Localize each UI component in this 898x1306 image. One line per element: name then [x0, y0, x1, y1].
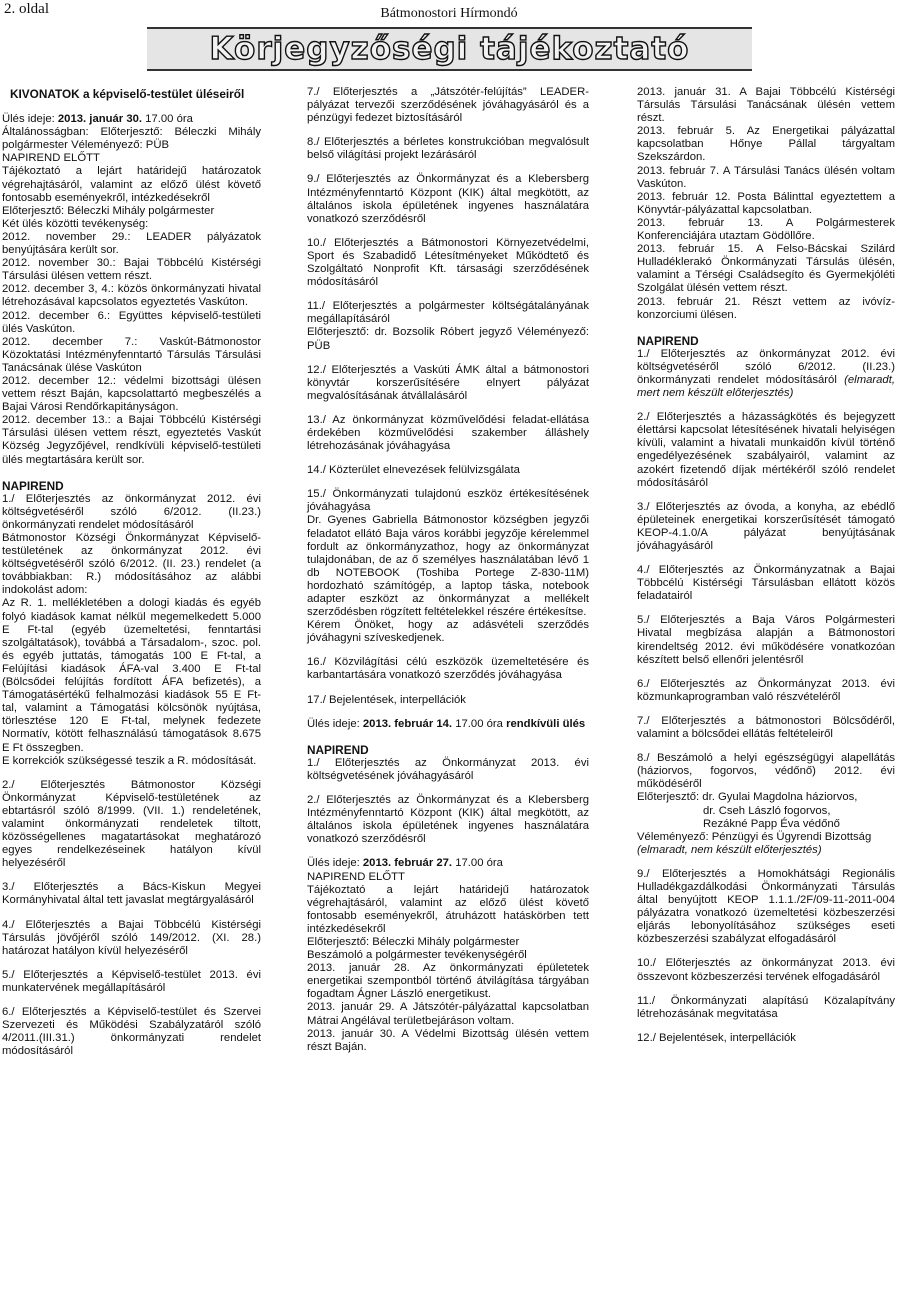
paragraph: Beszámoló a polgármester tevékenységéről: [307, 949, 527, 962]
agenda-item: 2./ Előterjesztés Bátmonostor Községi Önkormányzat Képviselő-testületének az ebtartásról szóló 8/1999. (VII. 1.) rendeletének, valamint önkormányzati rendeletek tiltott, közösségellenes magatartásokat meghatározó egyes rendelkezéseinek hatályon kívül helyezéséről: [2, 778, 261, 870]
agenda-item: 7./ Előterjesztés a „Játszótér-felújítás” LEADER-pályázat tervezői szerződésének jóváhagyásáról és a pénzügyi fedezet biztosításáról: [307, 86, 589, 125]
presenter-line: Rezákné Papp Éva védőnő: [703, 817, 840, 830]
agenda-item: 12./ Bejelentések, interpellációk: [637, 1031, 796, 1044]
agenda-item-text: 1./ Előterjesztés az önkormányzat 2012. évi költségvetéséről szóló 6/2012. (II.23.) önkormányzati rendelet módosításáról: [637, 347, 895, 386]
paragraph: Bátmonostor Községi Önkormányzat Képviselő-testületének az önkormányzat 2012. évi költségvetéséről szóló 6/2012. (II. 23.) rendelet (a továbbiakban: R.) módosításához az alábbi indokolást adom:: [2, 532, 261, 597]
agenda-item: 3./ Előterjesztés az óvoda, a konyha, az ebédlő épületeinek energetikai korszerűsítését támogató KEOP-4.1.0/A pályázat benyújtásának jóváhagyásáról: [637, 500, 895, 552]
presenter-line: dr. Cseh László fogorvos,: [703, 804, 831, 817]
paragraph: Általánosságban: Előterjesztő: Béleczki Mihály polgármester Véleményező: PÜB: [2, 126, 261, 152]
paragraph: Kérem Önöket, hogy az adásvételi szerződés jóváhagyni szíveskedjenek.: [307, 619, 589, 645]
agenda-item: 3./ Előterjesztés a Bács-Kiskun Megyei Kormányhivatal által tett javaslat megtárgyalásáról: [2, 881, 261, 907]
paragraph: 2013. február 12. Posta Bálinttal egyeztettem a Könyvtár-pályázattal kapcsolatban.: [637, 190, 895, 216]
paragraph: 2013. február 7. A Társulási Tanács ülésén voltam Vaskúton.: [637, 164, 895, 190]
paragraph: 2012. december 6.: Együttes képviselő-testületi ülés Vaskúton.: [2, 309, 261, 335]
paragraph: 2012. december 12.: védelmi bizottsági ülésen vettem részt Baján, kapcsolattartó megbeszélés a Bajai Városi Rendőrkapitányságon.: [2, 374, 261, 414]
session-time: 17.00 óra: [452, 717, 507, 730]
agenda-item: 15./ Önkormányzati tulajdonú eszköz értékesítésének jóváhagyása: [307, 488, 589, 514]
agenda-item: 10./ Előterjesztés az önkormányzat 2013. évi összevont közbeszerzési tervének elfogadásáról: [637, 957, 895, 983]
agenda-item: 4./ Előterjesztés az Önkormányzatnak a Bajai Többcélú Kistérségi Társulásban ellátott közös feladatairól: [637, 564, 895, 603]
session-date: 2013. február 27.: [362, 857, 453, 870]
paragraph: 2012. december 13.: a Bajai Többcélú Kistérségi Társulási ülésen vettem részt, egyeztetés Vaskút Község Jegyzőjével, rendkívüli képviselő-testületi ülés megtartására került sor.: [2, 414, 261, 466]
paragraph: 2012. november 30.: Bajai Többcélú Kistérségi Társulási ülésen vettem részt.: [2, 257, 261, 283]
session-date: 2013. február 14.: [362, 717, 453, 730]
paragraph: 2013. január 29. A Játszótér-pályázattal kapcsolatban Mátrai Angélával területbejáráson voltam.: [307, 1001, 589, 1027]
session-type: rendkívüli ülés: [506, 717, 586, 730]
paragraph: Előterjesztő: Béleczki Mihály polgármester: [2, 204, 215, 217]
paragraph: 2013. január 28. Az önkormányzati épületetek energetikai szempontból történő átvilágítása tárgyában fogadtam Ágner László energetikust.: [307, 962, 589, 1001]
agenda-item: 4./ Előterjesztés a Bajai Többcélú Kistérségi Társulás jövőjéről szóló 149/2012. (XI. 28.) határozat hatályon kívül helyezéséről: [2, 918, 261, 957]
agenda-item: 6./ Előterjesztés a Képviselő-testület és Szervei Szervezeti és Működési Szabályzatáról szóló 4/2011.(III.31.) önkormányzati rendelet módosításáról: [2, 1006, 261, 1058]
agenda-item: 9./ Előterjesztés a Homokhátsági Regionális Hulladékgazdálkodási Önkormányzati Társulás által benyújtott KEOP 1.1.1./2F/09-11-2011-004 pályázatra vonatkozó üzemeltetési közbeszerzési eljárás lebonyolításához szükséges eseti közbeszerzési szabályzat elfogadásáról: [637, 867, 895, 946]
agenda-item: 11./ Előterjesztés a polgármester költségátalányának megállapításáról: [307, 300, 589, 326]
agenda-item: [637, 348, 895, 400]
paragraph: Az R. 1. mellékletében a dologi kiadás és egyéb folyó kiadások kamat nélkül megemelkedett 5.000 E Ft-tal (egyéb üzemeltetési, fenntartási szolgáltatások), továbbá a Társadalom-, szoc. pol. és egyéb juttatás, támogatás 100 E Ft-tal, a Felújítási kiadások ÁFA-val 3.400 E Ft-tal (Bölcsődei felújítás fordított ÁFA befizetés), a Támogatásértékű felhalmozási kiadások 55 E Ft-tal, valamint a Támogatási kölcsönök nyújtása, törlesztése 120 E Ft-tal, melynek fedezete Normatív, kötött felhasználású támogatások 8.675 E Ft összegben.: [2, 597, 261, 754]
paragraph: Tájékoztató a lejárt határidejű határozatok végrehajtásáról, valamint az előző ülést követő fontosabb eseményekről, átruházott hatáskörben tett intézkedésekről: [307, 883, 589, 935]
session-date: 2013. január 30.: [57, 113, 143, 126]
paragraph: 2013. február 5. Az Energetikai pályázattal kapcsolatban Hőnye Pállal tárgyaltam Szekszárdon.: [637, 125, 895, 164]
paragraph: 2013. január 30. A Védelmi Bizottság ülésén vettem részt Baján.: [307, 1027, 589, 1053]
agenda-item: 9./ Előterjesztés az Önkormányzat és a Klebersberg Intézményfenntartó Központ (KIK) által megkötött, az általános iskola épületének ingyenes használatára vonatkozó szerződésről: [307, 173, 589, 225]
session-date-line: [307, 857, 589, 870]
session-date-line: [307, 718, 589, 731]
agenda-item: 2./ Előterjesztés az Önkormányzat és a Klebersberg Intézményfenntartó Központ (KIK) által megkötött, az általános iskola épületének ingyenes használatára vonatkozó szerződésről: [307, 794, 589, 846]
page-number: 2. oldal: [4, 1, 49, 17]
presenter-line: Előterjesztő: dr. Bozsolik Róbert jegyző Véleményező: PÜB: [307, 326, 589, 352]
paragraph: 2013. február 13. A Polgármesterek Konferenciájára utaztam Gödöllőre.: [637, 216, 895, 243]
agenda-heading: NAPIREND: [307, 742, 369, 757]
paragraph: 2012. december 7.: Vaskút-Bátmonostor Közoktatási Intézményfenntartó Társulás Társulási Tanácsának ülése Vaskúton: [2, 335, 261, 374]
paragraph: NAPIREND ELŐTT: [307, 870, 405, 883]
paragraph: Két ülés közötti tevékenység:: [2, 217, 149, 230]
section-banner: [147, 27, 752, 71]
paragraph: 2013. február 21. Részt vettem az ivóvíz-konzorciumi ülésen.: [637, 295, 895, 321]
agenda-item: 16./ Közvilágítási célú eszközök üzemeltetésére és karbantartására vonatkozó szerződés jóváhagyása: [307, 656, 589, 682]
journal-name: Bátmonostori Hírmondó: [380, 6, 518, 21]
paragraph: 2013. február 15. A Felso-Bácskai Szilárd Hulladéklerakó Önkormányzati Társulás ülésén, valamint a Térségi Családsegíto és Gyermekjóléti Szolgálat ülésén vettem részt.: [637, 243, 895, 295]
session-label: Ülés ideje:: [2, 113, 58, 126]
paragraph: 2012. november 29.: LEADER pályázatok benyújtására került sor.: [2, 230, 261, 257]
agenda-item: 8./ Beszámoló a helyi egészségügyi alapellátás (háziorvos, fogorvos, védőnő) 2012. évi működéséről: [637, 752, 895, 791]
paragraph: Tájékoztató a lejárt határidejű határozatok végrehajtásáról, valamint az előző ülést követő fontosabb eseményekről, intézkedésekről: [2, 165, 261, 204]
reviewer-line: Véleményező: Pénzügyi és Ügyrendi Bizottság: [637, 830, 872, 843]
paragraph: NAPIREND ELŐTT: [2, 152, 100, 165]
agenda-item-note-text: (elmaradt, nem készült előterjesztés): [637, 843, 822, 856]
agenda-item: 5./ Előterjesztés a Képviselő-testület 2013. évi munkatervének megállapításáról: [2, 968, 261, 994]
agenda-item: 10./ Előterjesztés a Bátmonostori Környezetvédelmi, Sport és Szabadidő Létesítményeket Működtető és Szolgáltató Nonprofit Kft. társasági szerződésének módosításáról: [307, 236, 589, 289]
column-3: [637, 86, 895, 1045]
agenda-item: 1./ Előterjesztés az Önkormányzat 2013. évi költségvetésének jóváhagyásáról: [307, 756, 589, 782]
agenda-item: 17./ Bejelentések, interpellációk: [307, 693, 466, 706]
agenda-item: 7./ Előterjesztés a bátmonostori Bölcsődéről, valamint a bölcsődei ellátás feltételeiről: [637, 714, 895, 741]
session-label: Ülés ideje:: [307, 857, 363, 870]
agenda-item-note: (elmaradt, mert nem készült előterjesztés): [637, 373, 895, 400]
paragraph: 1./ Előterjesztés az önkormányzat 2012. évi költségvetéséről szóló 6/2012. (II.23.) önkormányzati rendelet módosításáról: [2, 492, 261, 531]
article-title: KIVONATOK a képviselő-testület üléseiről: [10, 87, 245, 101]
agenda-heading: NAPIREND: [637, 333, 699, 348]
agenda-item: 14./ Közterület elnevezések felülvizsgálata: [307, 464, 520, 477]
banner-title: Körjegyzőségi tájékoztató: [209, 31, 690, 67]
session-time: 17.00 óra: [452, 857, 503, 870]
column-2: [307, 86, 589, 1054]
agenda-item-note: [637, 844, 895, 857]
agenda-item: 13./ Az önkormányzat közművelődési feladat-ellátása érdekében közművelődési szakember álláshely létrehozásának jóváhagyása: [307, 413, 589, 453]
session-date-line: [2, 113, 261, 126]
column-1: [2, 86, 261, 1058]
paragraph: 2012. december 3, 4.: közös önkormányzati hivatal létrehozásával kapcsolatos egyeztetés Vaskúton.: [2, 283, 261, 309]
paragraph: Előterjesztő: Béleczki Mihály polgármester: [307, 935, 520, 948]
paragraph: E korrekciók szükségessé teszik a R. módosítását.: [2, 754, 257, 767]
session-label: Ülés ideje:: [307, 717, 363, 730]
agenda-item: 2./ Előterjesztés a házasságkötés és bejegyzett élettársi kapcsolat létesítésének hivatali helyiségen kívüli, valamint a hivatali munkaidőn kívül történő engedélyezésének szabályairól, valamint az azokért fizetendő díjak mértékéről szóló rendelet módosításáról: [637, 411, 895, 489]
paragraph: 2013. január 31. A Bajai Többcélú Kistérségi Társulás Társulási Tanácsának ülésén vettem részt.: [637, 86, 895, 125]
agenda-item: 6./ Előterjesztés az Önkormányzat 2013. évi közmunkaprogramban való részvételéről: [637, 677, 895, 703]
session-time: 17.00 óra: [142, 113, 193, 126]
agenda-item: 8./ Előterjesztés a bérletes konstrukcióban megvalósult belső világítási projekt lezárásáról: [307, 136, 589, 162]
agenda-item: 11./ Önkormányzati alapítású Közalapítvány létrehozásának megvitatása: [637, 994, 895, 1020]
presenter-line: Előterjesztő: dr. Gyulai Magdolna háziorvos,: [637, 791, 858, 804]
paragraph: Dr. Gyenes Gabriella Bátmonostor községben jegyzői feladatot ellátó Baja város korábbi jegyzője kérelemmel fordult az önkormányzathoz, hogy az önkormányzat tulajdonában, de az ő személyes használatában lévő 1 db NOTEBOOK (Toshiba Portege Z-830-11M) hordozható számítógép, a laptop táska, notebook adapter eszközt az önkormányzat a mellékelt szerződésben rögzített feltételekkel részére értékesítse.: [307, 514, 589, 619]
agenda-item: 12./ Előterjesztés a Vaskúti ÁMK által a bátmonostori könyvtár korszerűsítésére elnyert pályázat megvalósításának átvállalásáról: [307, 363, 589, 402]
agenda-heading: NAPIREND: [2, 478, 64, 493]
agenda-item: 5./ Előterjesztés a Baja Város Polgármesteri Hivatal megbízása alapján a Bátmonostori kirendeltség 2012. évi működésére vonatkozóan készített belső ellenőri jelentésről: [637, 614, 895, 666]
article-columns: [0, 86, 898, 1302]
